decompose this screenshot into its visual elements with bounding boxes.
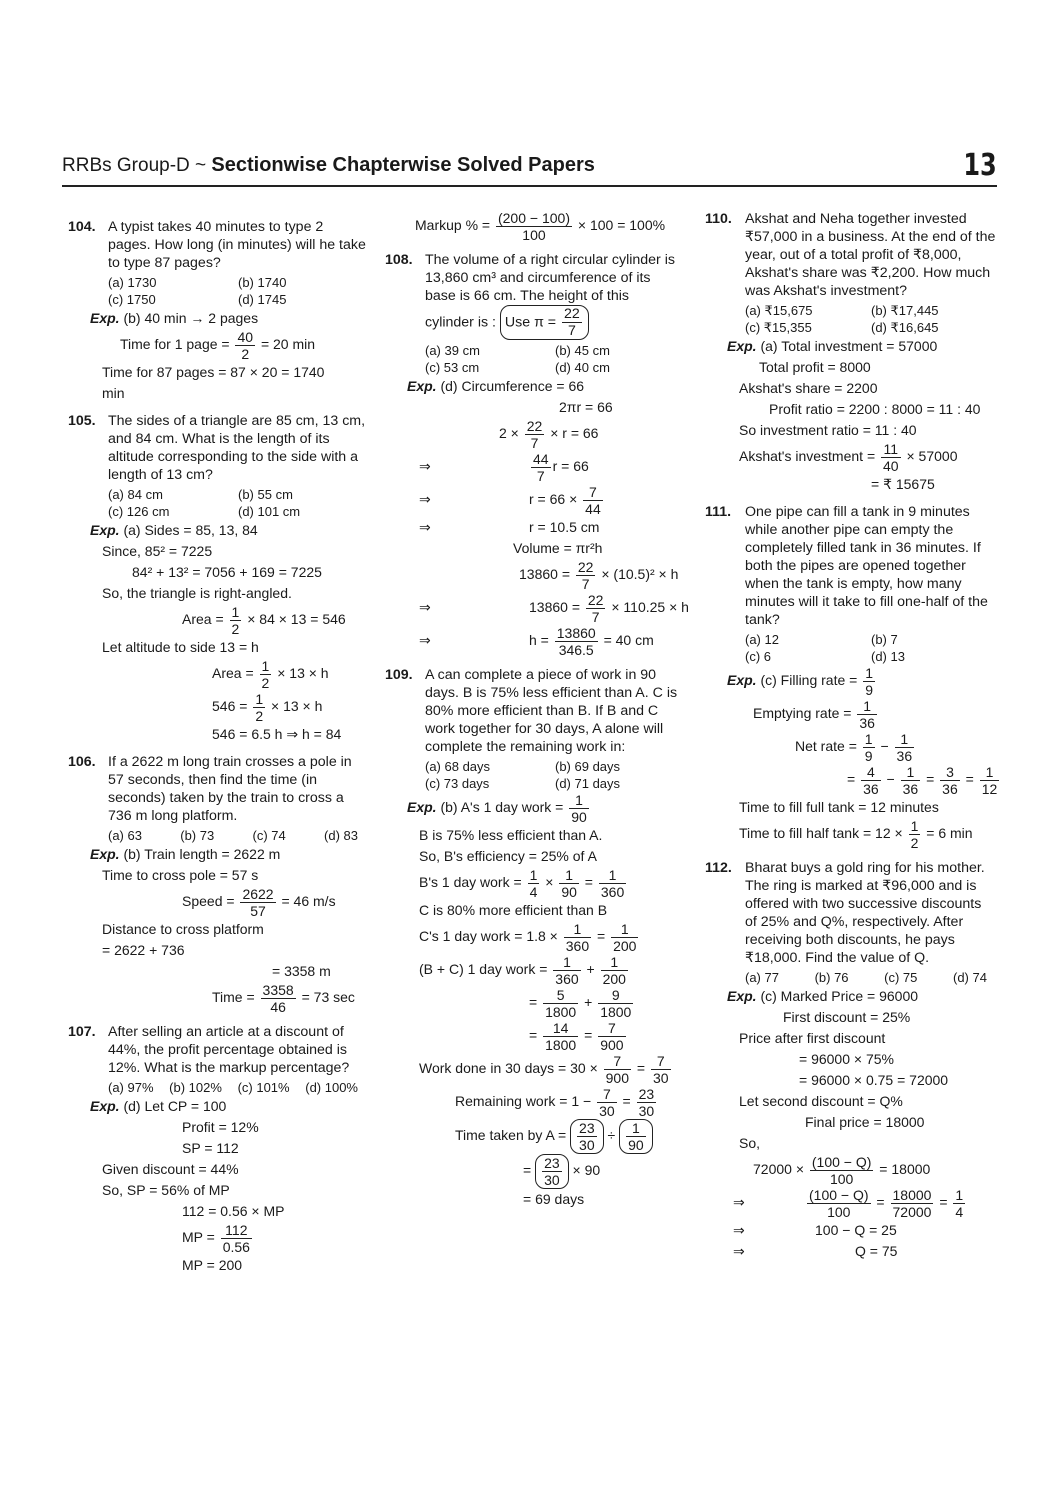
header-rule [62, 185, 997, 187]
question-110: 110. Akshat and Neha together invested ₹57,000 in a business. At the end of the year, out of a total profit of ₹8,000, Akshat's share was ₹2,200. How much was Akshat's investment? (a) ₹15,675 (b) ₹17,445 (c) ₹15,355 (d) ₹16,645 [705, 211, 996, 335]
explanation: Exp. (d) Let CP = 100 [90, 1098, 227, 1114]
options: (a) 12 (b) 7 (c) 6 (d) 13 [745, 632, 905, 664]
question-105: 105. The sides of a triangle are 85 cm, 13 cm, and 84 cm. What is the length of its altitude corresponding to the side with a length of 13 cm? (a) 84 cm (b) 55 cm (c) 126 cm (d) 101 cm [68, 412, 368, 520]
question-text: The volume of a right circular cylinder is 13,860 cm³ and circumference of its base is 66 cm. The height of this cylinder is : Use π = $\frac{22}{7}$ [425, 252, 675, 339]
explanation: Exp. (c) Filling rate = $\frac{1}{9}$ [727, 665, 874, 698]
question-107: 107. After selling an article at a discount of 44%, the profit percentage obtained is 12%. What is the markup percentage? (a) 97% (b) 102% (c) 101% (d) 100% [68, 1023, 368, 1096]
question-text: Akshat and Neha together invested ₹57,000 in a business. At the end of the year, out of a total profit of ₹8,000, Akshat's share was ₹2,200. How much was Akshat's investment? [745, 211, 996, 299]
options: (a) 68 days (b) 69 days (c) 73 days (d) 71 days [425, 759, 621, 791]
explanation: Exp. (c) Marked Price = 96000 [727, 988, 919, 1004]
question-text: Bharat buys a gold ring for his mother. The ring is marked at ₹96,000 and is offered with two successive discounts of 25% and Q%, respectively. After receiving both discounts, he pays ₹18,000. Find the value of Q. [745, 860, 985, 966]
implies-arrow: ⇒ [419, 491, 431, 508]
explanation: Exp. (b) Train length = 2622 m [90, 846, 281, 862]
running-title: RRBs Group-D ~ Sectionwise Chapterwise Solved Papers [62, 154, 595, 176]
explanation: Exp. (a) Sides = 85, 13, 84 [90, 522, 258, 538]
question-text: A typist takes 40 minutes to type 2 pages. How long (in minutes) will he take to type 87 pages? [108, 219, 366, 271]
implies-arrow: ⇒ [419, 519, 431, 535]
question-104: 104. A typist takes 40 minutes to type 2 pages. How long (in minutes) will he take to type 87 pages? (a) 1730 (b) 1740 (c) 1750 (d) 1745 [68, 218, 368, 308]
page-header [62, 148, 997, 184]
question-106: 106. If a 2622 m long train crosses a pole in 57 seconds, then find the time (in seconds) taken by the train to cross a 736 m long platform. (a) 63 (b) 73 (c) 74 (d) 83 [68, 753, 368, 844]
explanation: Exp. (b) 40 min → 2 pages [90, 310, 259, 326]
implies-arrow: ⇒ [733, 1194, 745, 1211]
question-text: After selling an article at a discount of 44%, the profit percentage obtained is 12%. What is the markup percentage? [108, 1024, 350, 1076]
question-111: 111. One pipe can fill a tank in 9 minutes while another pipe can empty the completely filled tank in 36 minutes. If both the pipes are opened together when the tank is empty, how many minutes will it take to fill one-half of the tank? (a) 12 (b) 7 (c) 6 (d) 13 [705, 503, 997, 665]
explanation: Exp. (b) A's 1 day work = $\frac{1}{90}$ [407, 792, 587, 825]
explanation: Exp. (d) Circumference = 66 [407, 378, 585, 394]
column-3: 110. Akshat and Neha together invested ₹57,000 in a business. At the end of the year, out of a total profit of ₹8,000, Akshat's share was ₹2,200. How much was Akshat's investment? (a) ₹15,675 (b) ₹17,445 (c) ₹15,355 (d) ₹16,645 Exp. (a) Total investment = 57000 Total profit = 8000 Akshat's share = 2200 Profit ratio = 2200 : 8000 = 11 : 40 So investment ratio = 11 : 40 Akshat's investment = $\frac{11}{40}$ × 57000 = ₹ 15675 111. One pipe can fill a tank in 9 minutes while another pipe can empty the completely filled tank in 36 minutes. If both the pipes are opened together when the tank is empty, how many minutes will it take to fill one-half of the tank? (a) 12 (b) 7 (c) 6 (d) 13 Exp. (c) Filling rate = $\frac{1}{9}$ Emptying rate = $\frac{1}{36}$ Net rate = $\frac{1}{9}$ − $\frac{1}{36}$ = $\frac{4}{36}$ − $\frac{1}{36}$ = $\frac{3}{36}$ = $\frac{1}{12}$ Time to fill full tank = 12 minutes Time to fill half tank = 12 × $\frac{1}{2}$ = 6 min 112. Bharat buys a gold ring for his mother. The ring is marked at ₹96,000 and is offered with two successive discounts of 25% and Q%, respectively. After receiving both discounts, he pays ₹18,000. Find the value of Q. (a) 77 (b) 76 (c) 75 (d) 74 Exp. (c) Marked Price = 96000 First discount = 25% Price after first discount = 96000 × 75% = 96000 × 0.75 = 72000 Let second discount = Q% Final price = 18000 So, 72000 × $\frac{(100 - Q)}{100}$ = 18000 ⇒ $\frac{(100 - Q)}{100}$ = $\frac{18000}{72000}$ = $\frac{1}{4}$ ⇒ 100 − Q = 25 ⇒ Q = 75 [705, 210, 997, 1262]
implies-arrow: ⇒ [419, 632, 431, 649]
options: (a) 77 (b) 76 (c) 75 (d) 74 [745, 970, 987, 985]
options: (a) 84 cm (b) 55 cm (c) 126 cm (d) 101 cm [108, 487, 301, 519]
column-2: Markup % = $\frac{(200 - 100)}{100}$ × 100 = 100% 108. The volume of a right circular cylinder is 13,860 cm³ and circumference of its base is 66 cm. The height of this cylinder is : Use π = $\frac{22}{7}$ (a) 39 cm (b) 45 cm (c) 53 cm (d) 40 cm Exp. (d) Circumference = 66 2πr = 66 2 × $\frac{22}{7}$ × r = 66 ⇒ $\frac{44}{7}$ r = 66 ⇒ r = 66 × $\frac{7}{44}$ ⇒ r = 10.5 cm Volume = πr²h 13860 = $\frac{22}{7}$ × (10.5)² × h ⇒ 13860 = $\frac{22}{7}$ × 110.25 × h ⇒ h = $\frac{13860}{346.5}$ = 40 cm 109. A can complete a piece of work in 90 days. B is 75% less efficient than A. C is 80% more efficient than B. If B and C work together for 30 days, A alone will complete the remaining work in: (a) 68 days (b) 69 days (c) 73 days (d) 71 days Exp. (b) A's 1 day work = $\frac{1}{90}$ B is 75% less efficient than A. So, B's efficiency = 25% of A B's 1 day work = $\frac{1}{4}$ × $\frac{1}{90}$ = $\frac{1}{360}$ C is 80% more efficient than B C's 1 day work = 1.8 × $\frac{1}{360}$ = $\frac{1}{200}$ (B + C) 1 day work = $\frac{1}{360}$ + $\frac{1}{200}$ = $\frac{5}{1800}$ + $\frac{9}{1800}$ = $\frac{14}{1800}$ = $\frac{7}{900}$ Work done in 30 days = 30 × $\frac{7}{900}$ = $\frac{7}{30}$ Remaining work = 1 − $\frac{7}{30}$ = $\frac{23}{30}$ Time taken by A = $\frac{23}{30}$ ÷ $\frac{1}{90}$ = $\frac{23}{30}$ × 90 = 69 days [385, 210, 689, 1207]
page-number: 13 [963, 148, 997, 183]
implies-arrow: ⇒ [733, 1222, 745, 1238]
implies-arrow: ⇒ [733, 1243, 745, 1259]
question-text: If a 2622 m long train crosses a pole in 57 seconds, then find the time (in seconds) taken by the train to cross a 736 m long platform. [108, 754, 352, 824]
options: (a) 97% (b) 102% (c) 101% (d) 100% [108, 1080, 358, 1095]
options: (a) 63 (b) 73 (c) 74 (d) 83 [108, 828, 358, 843]
options: (a) ₹15,675 (b) ₹17,445 (c) ₹15,355 (d) ₹16,645 [745, 303, 939, 335]
question-text: The sides of a triangle are 85 cm, 13 cm, and 84 cm. What is the length of its altitude corresponding to the side with a length of 13 cm? [108, 413, 366, 483]
question-text: One pipe can fill a tank in 9 minutes while another pipe can empty the completely filled tank in 36 minutes. If both the pipes are opened together when the tank is empty, how many minutes will it take to fill one-half of the tank? [745, 504, 988, 628]
options: (a) 39 cm (b) 45 cm (c) 53 cm (d) 40 cm [425, 343, 610, 375]
question-112: 112. Bharat buys a gold ring for his mother. The ring is marked at ₹96,000 and is offered with two successive discounts of 25% and Q%, respectively. After receiving both discounts, he pays ₹18,000. Find the value of Q. (a) 77 (b) 76 (c) 75 (d) 74 [705, 859, 997, 986]
question-109: 109. A can complete a piece of work in 90 days. B is 75% less efficient than A. C is 80% more efficient than B. If B and C work together for 30 days, A alone will complete the remaining work in: (a) 68 days (b) 69 days (c) 73 days (d) 71 days [385, 666, 685, 792]
options: (a) 1730 (b) 1740 (c) 1750 (d) 1745 [108, 275, 287, 307]
explanation: Exp. (a) Total investment = 57000 [727, 338, 938, 354]
question-108: 108. The volume of a right circular cylinder is 13,860 cm³ and circumference of its base is 66 cm. The height of this cylinder is : Use π = $\frac{22}{7}$ (a) 39 cm (b) 45 cm (c) 53 cm (d) 40 cm [385, 251, 685, 376]
book-title: Sectionwise Chapterwise Solved Papers [211, 154, 595, 176]
implies-arrow: ⇒ [419, 599, 431, 616]
column-1: 104. A typist takes 40 minutes to type 2 pages. How long (in minutes) will he take to type 87 pages? (a) 1730 (b) 1740 (c) 1750 (d) 1745 Exp. (b) 40 min → 2 pages Time for 1 page = $\frac{40}{2}$ = 20 min Time for 87 pages = 87 × 20 = 1740 min 105. The sides of a triangle are 85 cm, 13 cm, and 84 cm. What is the length of its altitude corresponding to the side with a length of 13 cm? (a) 84 cm (b) 55 cm (c) 126 cm (d) 101 cm Exp. (a) Sides = 85, 13, 84 Since, 85² = 7225 84² + 13² = 7056 + 169 = 7225 So, the triangle is right-angled. Area = $\frac{1}{2}$ × 84 × 13 = 546 Let altitude to side 13 = h Area = $\frac{1}{2}$ × 13 × h 546 = $\frac{1}{2}$ × 13 × h 546 = 6.5 h ⇒ h = 84 106. If a 2622 m long train crosses a pole in 57 seconds, then find the time (in seconds) taken by the train to cross a 736 m long platform. (a) 63 (b) 73 (c) 74 (d) 83 Exp. (b) Train length = 2622 m Time to cross pole = 57 s Speed = $\frac{2622}{57}$ = 46 m/s Distance to cross platform = 2622 + 736 = 3358 m Time = $\frac{3358}{46}$ = 73 sec 107. After selling an article at a discount of 44%, the profit percentage obtained is 12%. What is the markup percentage? (a) 97% (b) 102% (c) 101% (d) 100% Exp. (d) Let CP = 100 Profit = 12% SP = 112 Given discount = 44% So, SP = 56% of MP 112 = 0.56 × MP MP = $\frac{112}{0.56}$ MP = 200 [68, 210, 368, 1276]
implies-arrow: ⇒ [419, 458, 431, 475]
question-text: A can complete a piece of work in 90 days. B is 75% less efficient than A. C is 80% more efficient than B. If B and C work together for 30 days, A alone will complete the remaining work in: [425, 667, 678, 755]
